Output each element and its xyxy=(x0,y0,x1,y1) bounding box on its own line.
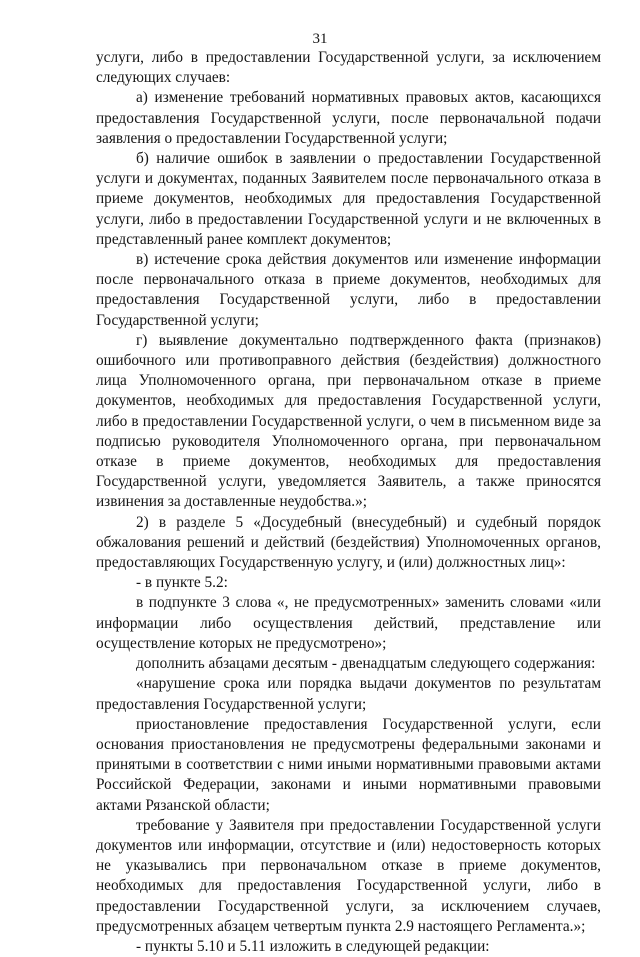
paragraph-clause-10: «нарушение срока или порядка выдачи документов по результатам предоставления Государственной услуги; xyxy=(96,675,601,713)
paragraph-continuation: услуги, либо в предоставлении Государственной услуги, за исключением следующих случаев: xyxy=(96,49,601,87)
paragraph-clause-11: приостановление предоставления Государственной услуги, если основания приостановления не предусмотрены федеральными законами и принятыми в соответствии с ними иными нормативными правовыми актами Российской Федерации, законами и иными нормативными правовыми актами Рязанской области; xyxy=(96,715,601,814)
paragraph-points-5-10-5-11: - пункты 5.10 и 5.11 изложить в следующей редакции: xyxy=(136,937,490,955)
paragraph-item-g: г) выявление документально подтвержденного факта (признаков) ошибочного или противоправного действия (бездействия) должностного лица Уполномоченного органа, при первоначальном отказе в приеме документов, необходимых для предоставления Государственной услуги, либо в предоставлении Государственной услуги, о чем в письменном виде за подписью руководителя Уполномоченного органа, при первоначальном отказе в приеме документов, необходимых для предоставления Государственной услуги, уведомляется Заявитель, а также приносятся извинения за доставленные неудобства.»; xyxy=(96,331,601,511)
paragraph-item-v: в) истечение срока действия документов или изменение информации после первоначального отказа в приеме документов, необходимых для предоставления Государственной услуги, либо в предоставлении Государственной услуги; xyxy=(96,251,601,329)
paragraph-item-a: а) изменение требований нормативных правовых актов, касающихся предоставления Государственной услуги, после первоначальной подачи заявления о предоставлении Государственной услуги; xyxy=(96,89,601,147)
page-number: 31 xyxy=(312,31,328,47)
paragraph-item-b: б) наличие ошибок в заявлении о предоставлении Государственной услуги и документах, поданных Заявителем после первоначального отказа в приеме документов, необходимых для предоставления Государственной услуги, либо в предоставлении Государственной услуги и не включенных в представленный ранее комплект документов; xyxy=(96,150,601,248)
paragraph-section-5: 2) в разделе 5 «Досудебный (внесудебный) и судебный порядок обжалования решений и действий (бездействия) Уполномоченных органов, предоставляющих Государственную услугу, и (или) должностных лиц»: xyxy=(96,513,601,572)
document-body xyxy=(96,48,601,957)
paragraph-point-5-2: - в пункте 5.2: xyxy=(136,574,228,592)
paragraph-clause-12: требование у Заявителя при предоставлении Государственной услуги документов или информации, отсутствие и (или) недостоверность которых не указывались при первоначальном отказе в приеме документов, необходимых для предоставления Государственной услуги, либо в предоставлении Государственной услуги, за исключением случаев, предусмотренных абзацем четвертым пункта 2.9 настоящего Регламента.»; xyxy=(96,816,601,935)
paragraph-add-clauses: дополнить абзацами десятым - двенадцатым следующего содержания: xyxy=(136,655,596,673)
paragraph-subpoint-3: в подпункте 3 слова «, не предусмотренных» заменить словами «или информации либо осуществления действий, представление или осуществление которых не предусмотрено»; xyxy=(96,594,601,652)
